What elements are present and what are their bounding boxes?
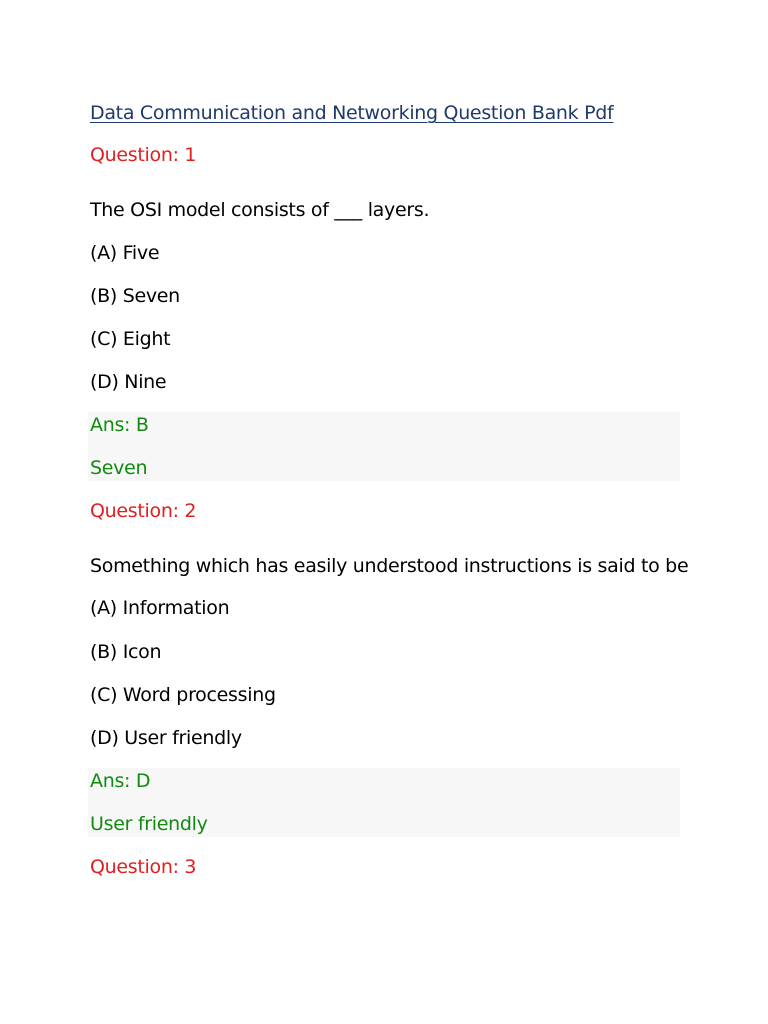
question-2-option-a: (A) Information xyxy=(90,597,230,619)
question-3-label: Question: 3 xyxy=(90,856,197,878)
question-2-label: Question: 2 xyxy=(90,500,197,522)
question-1-option-d: (D) Nine xyxy=(90,371,167,393)
question-1-answer-label: Ans: B xyxy=(90,414,149,436)
document-title-link[interactable]: Data Communication and Networking Question Bank Pdf xyxy=(90,102,614,124)
question-1-label: Question: 1 xyxy=(90,144,197,166)
question-2-option-d: (D) User friendly xyxy=(90,727,242,749)
question-2-answer-label: Ans: D xyxy=(90,770,151,792)
question-2-option-c: (C) Word processing xyxy=(90,684,276,706)
question-2-option-b: (B) Icon xyxy=(90,641,162,663)
question-1-answer-text: Seven xyxy=(90,457,148,479)
question-1-option-c: (C) Eight xyxy=(90,328,171,350)
question-1-option-a: (A) Five xyxy=(90,242,160,264)
question-2-text: Something which has easily understood instructions is said to be xyxy=(90,555,689,577)
question-1-answer-block xyxy=(88,412,680,481)
question-1-text: The OSI model consists of ___ layers. xyxy=(90,199,430,221)
question-1-option-b: (B) Seven xyxy=(90,285,180,307)
question-2-answer-text: User friendly xyxy=(90,813,208,835)
